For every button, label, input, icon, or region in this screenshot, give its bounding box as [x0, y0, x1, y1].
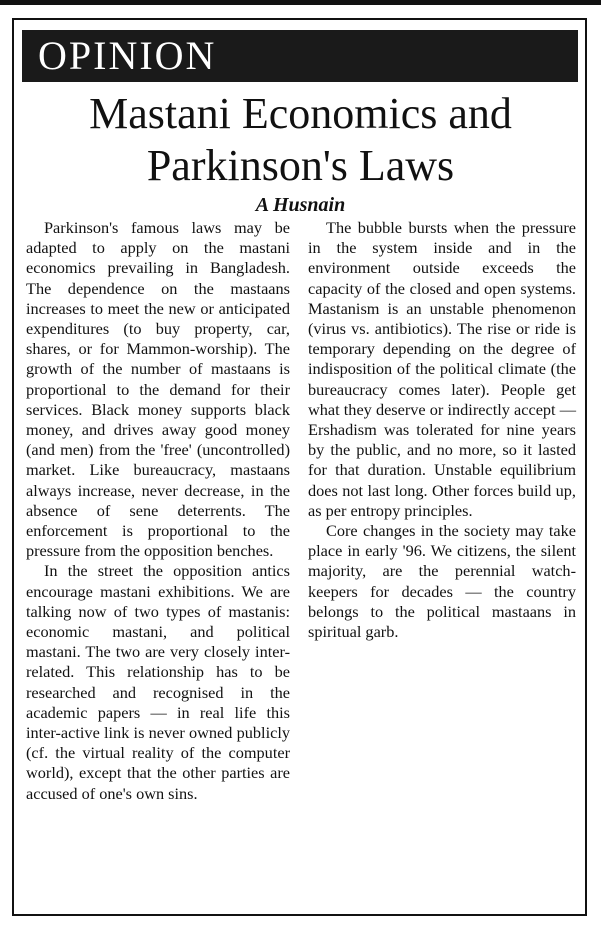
paragraph-4: Core changes in the society may take place in early '96. We citizens, the silent majority, are the perennial watch-keepers for decades — the country belongs to the political mastaans in spiritual garb.: [308, 521, 576, 642]
top-rule: [0, 0, 601, 5]
paragraph-3: The bubble bursts when the pressure in the system inside and in the environment outside exceeds the capacity of the closed and open systems. Mastanism is an unstable phenomenon (virus vs. antibiotics). The rise or ride is temporary depending on the degree of indisposition of the political climate (the bureaucracy comes later). People get what they deserve or indirectly accept — Ershadism was tolerated for nine years by the public, and no more, so it lasted for that duration. Unstable equilibrium does not last long. Other forces build up, as per entropy principles.: [308, 218, 576, 520]
paragraph-1: Parkinson's famous laws may be adapted to apply on the mastani economics prevailing in Bangladesh. The dependence on the mastaans increases to meet the new or anticipated expenditures (to buy property, car, shares, or for Mammon-worship). The growth of the number of mastaans is proportional to the demand for their services. Black money supports black money, and drives away good money (and men) from the 'free' (uncontrolled) market. Like bureaucracy, mastaans always increase, never decrease, in the absence of sene deterrents. The enforcement is proportional to the pressure from the opposition benches.: [26, 218, 290, 561]
article-column-left: [26, 218, 290, 804]
article-column-right: [308, 218, 576, 642]
section-label: OPINION: [38, 33, 217, 78]
headline-line-1: Mastani Economics and: [89, 89, 512, 138]
paragraph-2: In the street the opposition antics encourage mastani exhibitions. We are talking now of two types of mastanis: economic mastani, and political mastani. The two are very closely inter-related. This relationship has to be researched and recognised in the academic papers — in real life this inter-active link is never owned publicly (cf. the virtual reality of the computer world), except that the other parties are accused of one's own sins.: [26, 561, 290, 803]
section-banner: [22, 30, 578, 82]
headline: [12, 88, 589, 192]
byline: A Husnain: [255, 194, 346, 216]
headline-line-2: Parkinson's Laws: [146, 141, 455, 190]
